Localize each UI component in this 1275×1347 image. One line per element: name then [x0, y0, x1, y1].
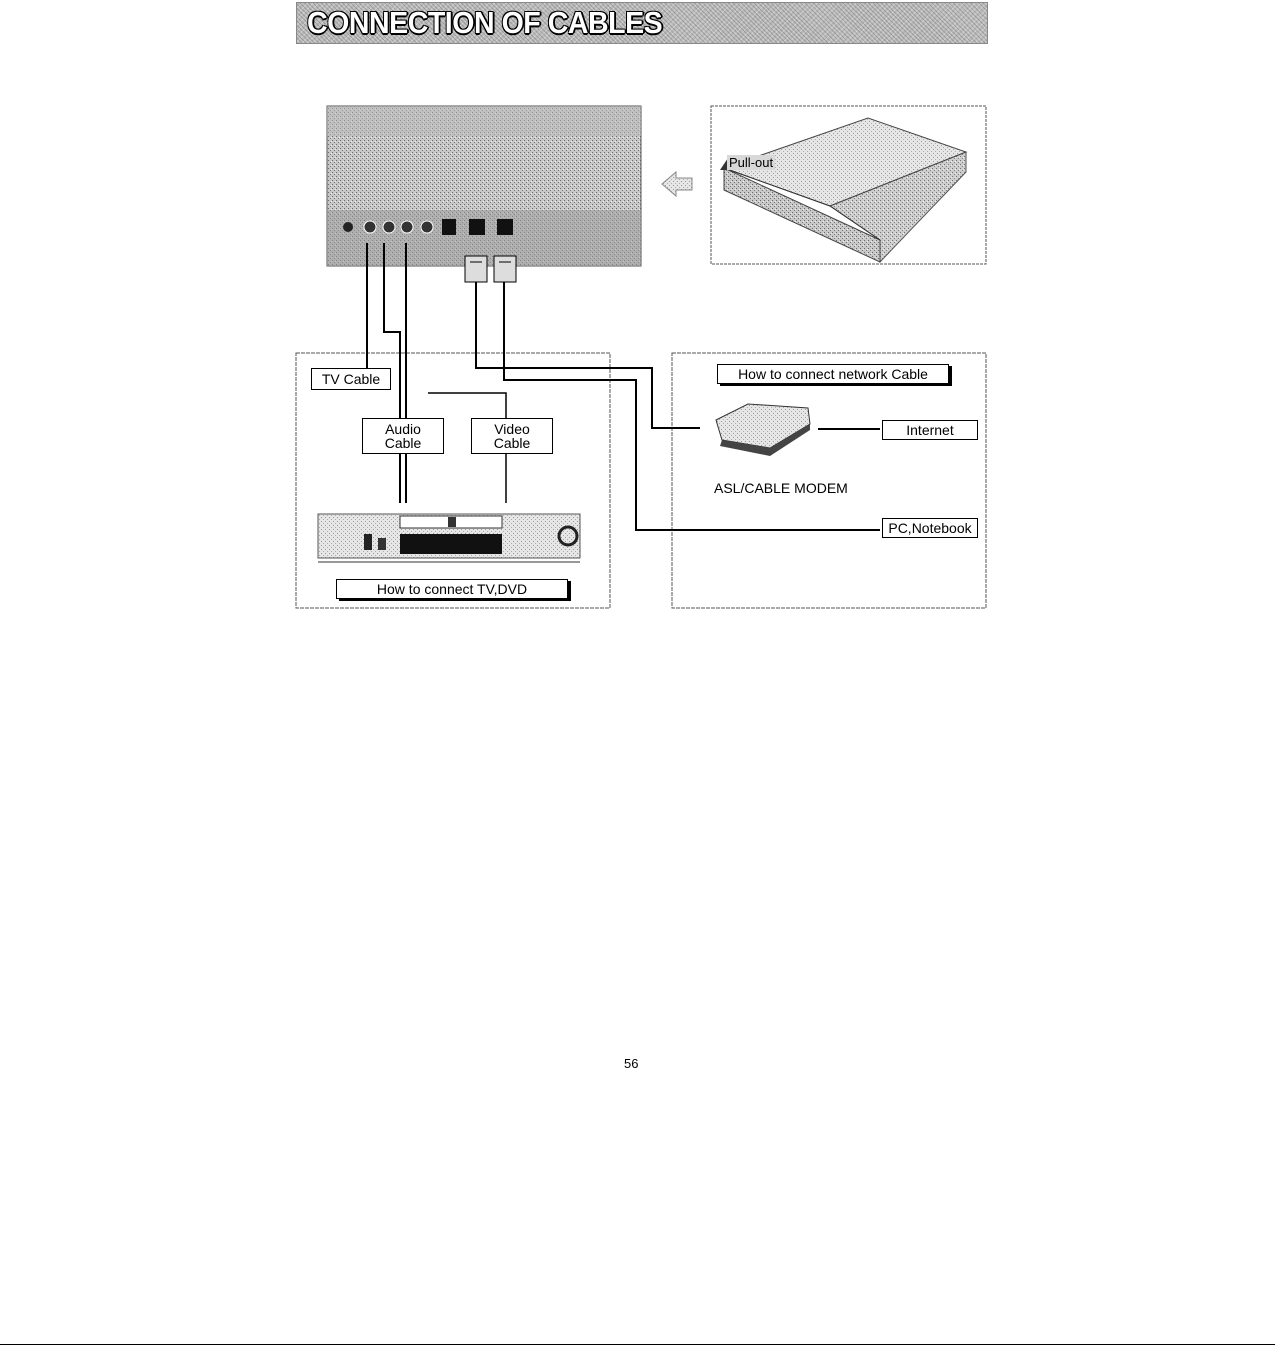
modem-label: ASL/CABLE MODEM: [714, 480, 848, 496]
page-number: 56: [624, 1056, 639, 1071]
audio-cable-label: Audio Cable: [362, 418, 444, 454]
dvd-player-image: [318, 514, 580, 562]
video-cable-label: Video Cable: [471, 418, 553, 454]
arrow-icon: [662, 172, 692, 196]
pc-notebook-label: PC,Notebook: [882, 518, 978, 538]
how-to-connect-tv-dvd-label: How to connect TV,DVD: [336, 579, 568, 599]
bottom-rule: [0, 1344, 1275, 1345]
pull-out-label: Pull-out: [729, 155, 774, 170]
modem-image: [716, 404, 810, 456]
internet-label: Internet: [882, 420, 978, 440]
page-title: CONNECTION OF CABLES: [307, 5, 663, 40]
device-back-panel-image: [327, 106, 641, 282]
tv-dvd-frame: [296, 353, 610, 608]
tv-cable-label: TV Cable: [311, 368, 391, 390]
how-to-connect-network-label: How to connect network Cable: [717, 364, 949, 384]
